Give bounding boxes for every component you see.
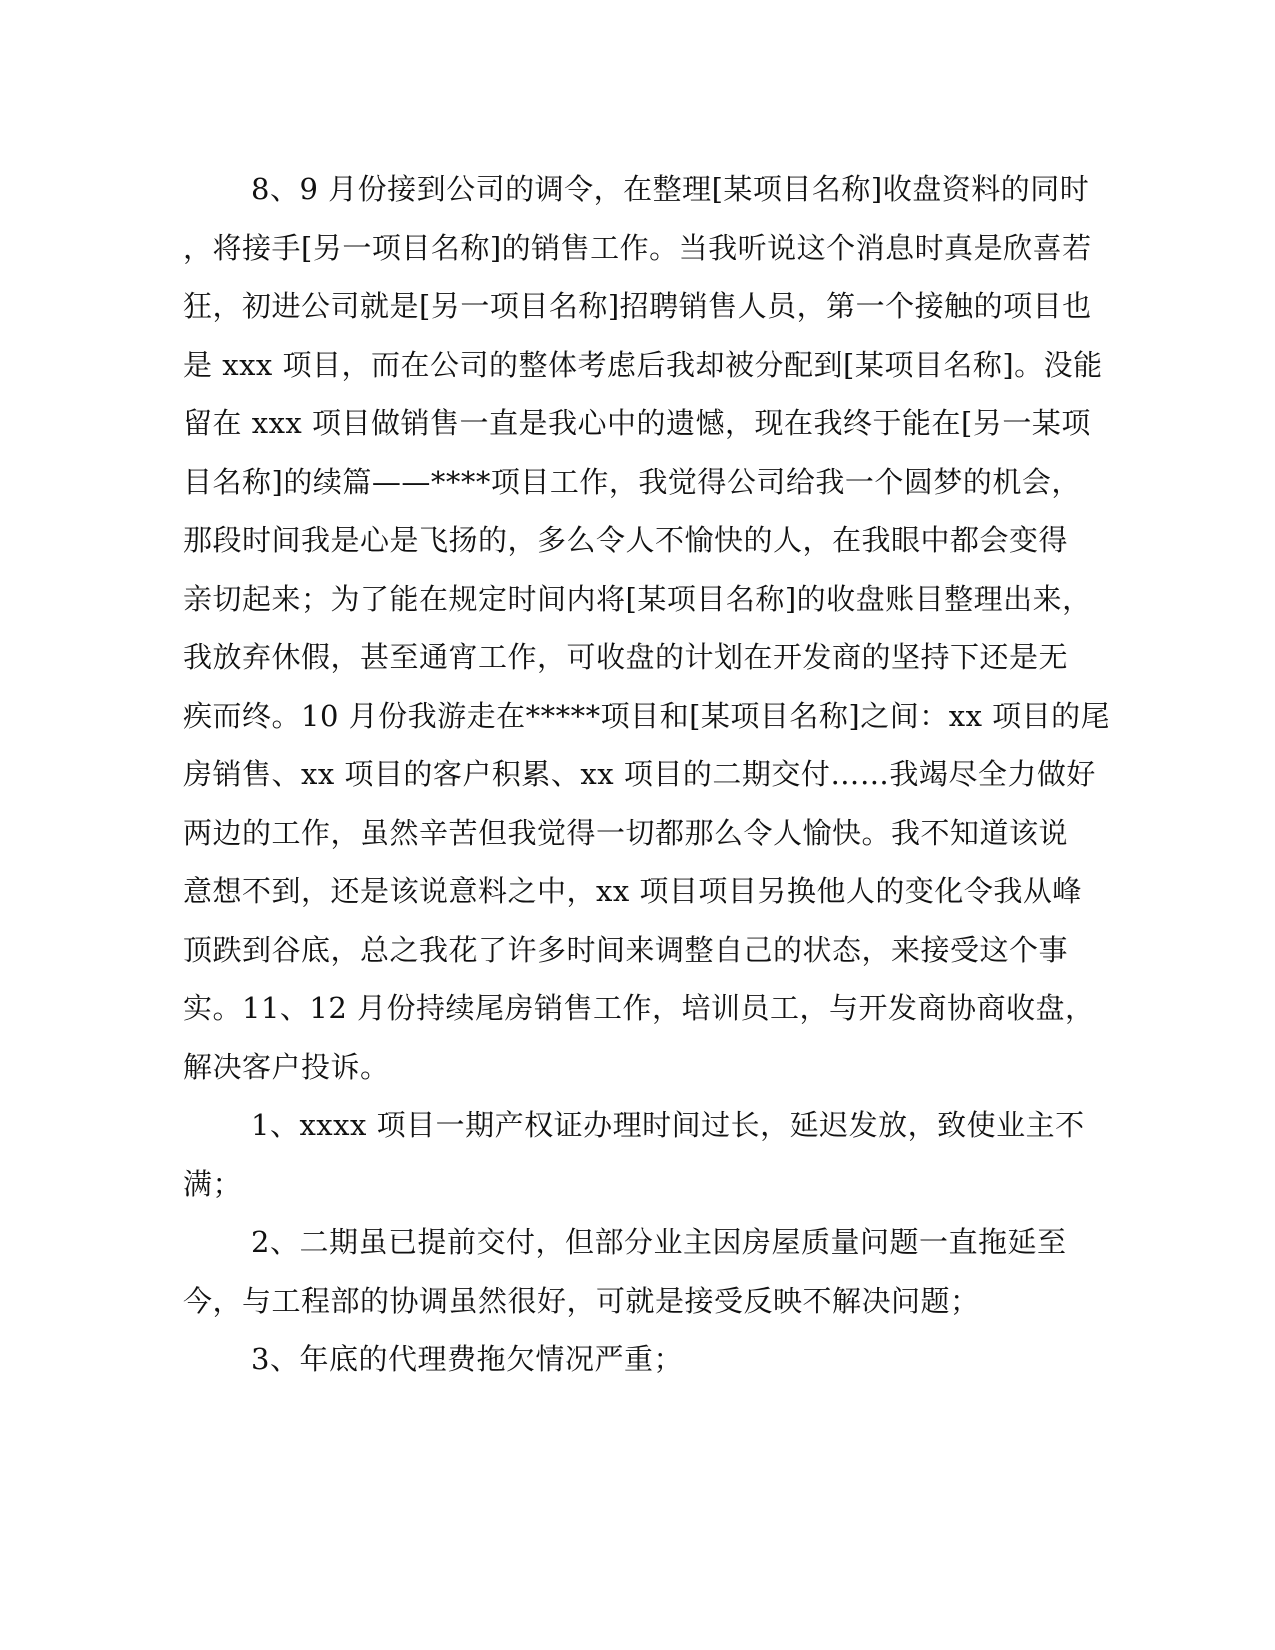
list-item-line: 2、二期虽已提前交付，但部分业主因房屋质量问题一直拖延至 xyxy=(251,1225,1067,1259)
paragraph-line: 实。11、12 月份持续尾房销售工作，培训员工，与开发商协商收盘， xyxy=(183,991,1095,1025)
paragraph-line: 两边的工作，虽然辛苦但我觉得一切都那么令人愉快。我不知道该说 xyxy=(183,815,1069,850)
list-item-line: 满； xyxy=(183,1166,243,1201)
list-item-line: 3、年底的代理费拖欠情况严重； xyxy=(251,1342,683,1376)
paragraph-line: 解决客户投诉。 xyxy=(183,1049,390,1084)
paragraph-line: 是 xxx 项目，而在公司的整体考虑后我却被分配到[某项目名称]。没能 xyxy=(183,347,1103,382)
paragraph-line: ，将接手[另一项目名称]的销售工作。当我听说这个消息时真是欣喜若 xyxy=(183,230,1092,265)
paragraph-line: 意想不到，还是该说意料之中，xx 项目项目另换他人的变化令我从峰 xyxy=(183,874,1082,908)
paragraph-line: 房销售、xx 项目的客户积累、xx 项目的二期交付……我竭尽全力做好 xyxy=(183,757,1096,791)
list-item-line: 1、xxxx 项目一期产权证办理时间过长，延迟发放，致使业主不 xyxy=(251,1108,1085,1142)
list-item-line: 今，与工程部的协调虽然很好，可就是接受反映不解决问题； xyxy=(183,1283,980,1318)
paragraph-line: 我放弃休假，甚至通宵工作，可收盘的计划在开发商的坚持下还是无 xyxy=(183,640,1069,674)
document-body xyxy=(183,160,1111,1389)
paragraph-line: 疾而终。10 月份我游走在*****项目和[某项目名称]之间：xx 项目的尾 xyxy=(183,698,1111,733)
paragraph-line: 顶跌到谷底，总之我花了许多时间来调整自己的状态，来接受这个事 xyxy=(183,932,1069,967)
paragraph-line: 亲切起来；为了能在规定时间内将[某项目名称]的收盘账目整理出来， xyxy=(183,581,1092,616)
paragraph-line: 留在 xxx 项目做销售一直是我心中的遗憾，现在我终于能在[另一某项 xyxy=(183,406,1091,440)
paragraph-line: 8、9 月份接到公司的调令，在整理[某项目名称]收盘资料的同时 xyxy=(251,172,1090,206)
paragraph-line: 目名称]的续篇——****项目工作，我觉得公司给我一个圆梦的机会， xyxy=(183,464,1081,499)
paragraph-line: 狂，初进公司就是[另一项目名称]招聘销售人员，第一个接触的项目也 xyxy=(183,289,1092,323)
paragraph-line: 那段时间我是心是飞扬的，多么令人不愉快的人，在我眼中都会变得 xyxy=(183,523,1069,557)
